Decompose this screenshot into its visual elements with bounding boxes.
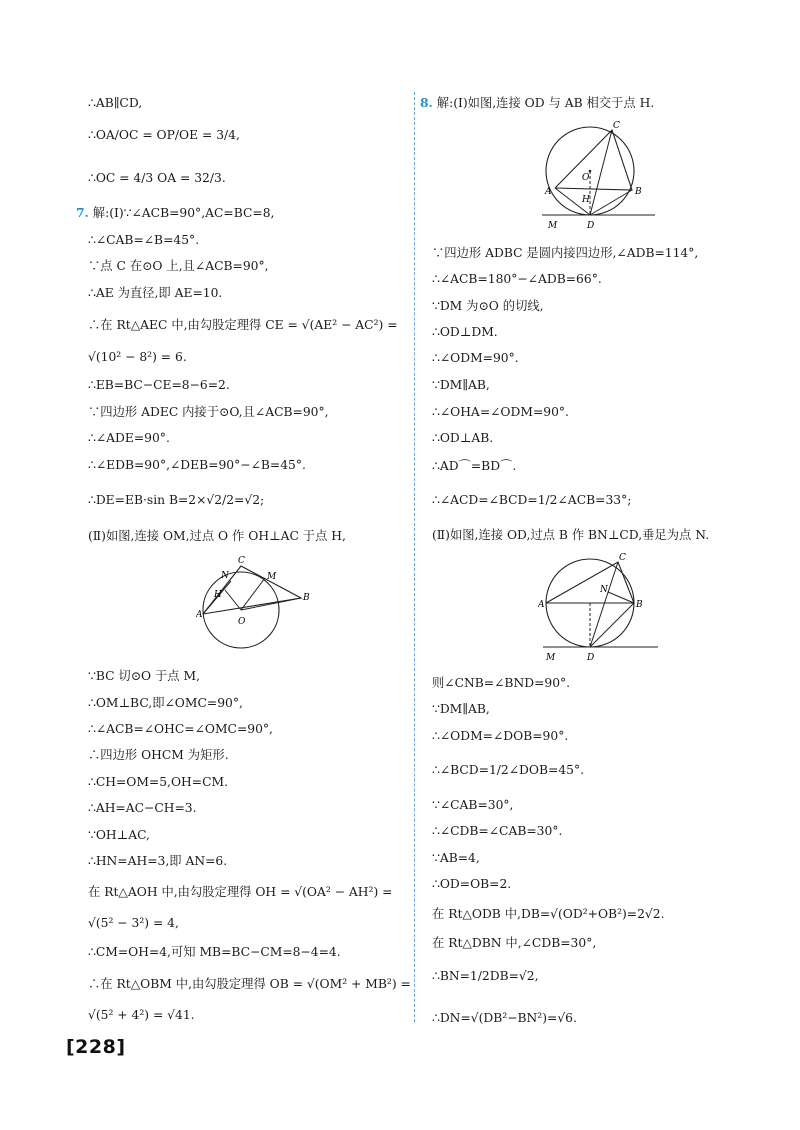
problem-number: 7. xyxy=(76,205,89,220)
text-line: ∴CM=OH=4,可知 MB=BC−CM=8−4=4. xyxy=(88,945,341,959)
text-line: ∵AB=4, xyxy=(432,851,480,865)
label-h: H xyxy=(214,590,222,600)
label-a: A xyxy=(538,600,545,610)
text-line: ∵OH⊥AC, xyxy=(88,828,150,842)
label-h: H xyxy=(582,195,590,205)
text-line: ∴∠ODM=90°. xyxy=(432,351,519,365)
text-line: ∴OA/OC = OP/OE = 3/4, xyxy=(88,128,240,142)
problem-7-line: 7. 解:(Ⅰ)∵∠ACB=90°,AC=BC=8, xyxy=(76,205,275,220)
text-line: ∵BC 切⊙O 于点 M, xyxy=(88,669,200,683)
text-line: ∴CH=OM=5,OH=CM. xyxy=(88,775,228,789)
label-n: N xyxy=(600,585,608,595)
text-line: ∵∠CAB=30°, xyxy=(432,798,514,812)
text-line: ∴AH=AC−CH=3. xyxy=(88,801,197,815)
text-line: ∴EB=BC−CE=8−6=2. xyxy=(88,378,230,392)
figure-problem-7-part-2 xyxy=(196,552,316,652)
text-line: 在 Rt△ODB 中,DB=√(OD²+OB²)=2√2. xyxy=(432,907,665,921)
text-line: ∴∠ODM=∠DOB=90°. xyxy=(432,729,569,743)
text-line: ∵点 C 在⊙O 上,且∠ACB=90°, xyxy=(88,259,269,273)
label-a: A xyxy=(545,187,552,197)
label-a: A xyxy=(196,610,203,620)
text-line: ∴OD⊥DM. xyxy=(432,325,498,339)
text-line: ∴OD=OB=2. xyxy=(432,877,512,891)
text-line: ∴OC = 4/3 OA = 32/3. xyxy=(88,171,226,185)
figure-problem-8-part-2 xyxy=(538,550,663,665)
label-o: O xyxy=(582,173,590,183)
text-line: ∴在 Rt△OBM 中,由勾股定理得 OB = √(OM² + MB²) = xyxy=(88,977,411,991)
text-line: √(5² − 3²) = 4, xyxy=(88,916,179,930)
label-d: D xyxy=(587,653,595,663)
label-c: C xyxy=(613,121,620,131)
label-d: D xyxy=(587,221,595,231)
text-line: ∴∠EDB=90°,∠DEB=90°−∠B=45°. xyxy=(88,458,306,472)
text-line: 则∠CNB=∠BND=90°. xyxy=(432,676,571,690)
text-line: ∴∠ACB=∠OHC=∠OMC=90°, xyxy=(88,722,273,736)
text-line: ∴四边形 OHCM 为矩形. xyxy=(88,748,229,762)
text-line: ∴在 Rt△AEC 中,由勾股定理得 CE = √(AE² − AC²) = xyxy=(88,318,398,332)
text-line: ∴DN=√(DB²−BN²)=√6. xyxy=(432,1011,577,1025)
text-line: ∵DM∥AB, xyxy=(432,378,490,392)
text-line: √(5² + 4²) = √41. xyxy=(88,1008,195,1022)
page-number: [228] xyxy=(66,1036,126,1058)
text-line: (Ⅱ)如图,连接 OM,过点 O 作 OH⊥AC 于点 H, xyxy=(88,529,346,543)
text-line: ∴∠ACB=180°−∠ADB=66°. xyxy=(432,272,602,286)
text-line: ∴∠ACD=∠BCD=1/2∠ACB=33°; xyxy=(432,493,632,507)
label-m: M xyxy=(548,221,558,231)
text-line: ∵DM 为⊙O 的切线, xyxy=(432,299,544,313)
text-line: ∴BN=1/2DB=√2, xyxy=(432,969,539,983)
text-line: ∴OD⊥AB. xyxy=(432,431,494,445)
text-line: 在 Rt△AOH 中,由勾股定理得 OH = √(OA² − AH²) = xyxy=(88,885,393,899)
label-b: B xyxy=(635,187,642,197)
text-line: ∴∠CAB=∠B=45°. xyxy=(88,233,200,247)
text-line: ∴HN=AH=3,即 AN=6. xyxy=(88,854,228,868)
text-line: ∵DM∥AB, xyxy=(432,702,490,716)
problem-8-line: 8. 解:(Ⅰ)如图,连接 OD 与 AB 相交于点 H. xyxy=(420,95,655,110)
label-c: C xyxy=(619,553,626,563)
text-line: ∴∠CDB=∠CAB=30°. xyxy=(432,824,563,838)
label-b: B xyxy=(636,600,643,610)
text-line: ∴DE=EB·sin B=2×√2/2=√2; xyxy=(88,493,265,507)
figure-problem-8-part-1 xyxy=(540,118,660,233)
label-c: C xyxy=(238,556,245,566)
label-o: O xyxy=(238,617,246,627)
text-line: ∴∠OHA=∠ODM=90°. xyxy=(432,405,569,419)
label-m: M xyxy=(546,653,556,663)
text-line: 在 Rt△DBN 中,∠CDB=30°, xyxy=(432,936,597,950)
text-line: ∴∠ADE=90°. xyxy=(88,431,170,445)
text-line: ∴AD⌒=BD⌒. xyxy=(432,459,517,473)
label-b: B xyxy=(303,593,310,603)
text-line: ∴OM⊥BC,即∠OMC=90°, xyxy=(88,696,243,710)
text-line: ∴∠BCD=1/2∠DOB=45°. xyxy=(432,763,585,777)
text-line: √(10² − 8²) = 6. xyxy=(88,350,187,364)
label-n: N xyxy=(221,571,229,581)
column-divider xyxy=(414,92,415,1022)
label-m: M xyxy=(267,572,277,582)
text-line: ∵四边形 ADBC 是圆内接四边形,∠ADB=114°, xyxy=(432,246,699,260)
text-line: (Ⅱ)如图,连接 OD,过点 B 作 BN⊥CD,垂足为点 N. xyxy=(432,528,710,542)
text-line: ∵四边形 ADEC 内接于⊙O,且∠ACB=90°, xyxy=(88,405,329,419)
text-line: ∴AB∥CD, xyxy=(88,96,143,110)
text-line: ∴AE 为直径,即 AE=10. xyxy=(88,286,223,300)
problem-number: 8. xyxy=(420,95,433,110)
